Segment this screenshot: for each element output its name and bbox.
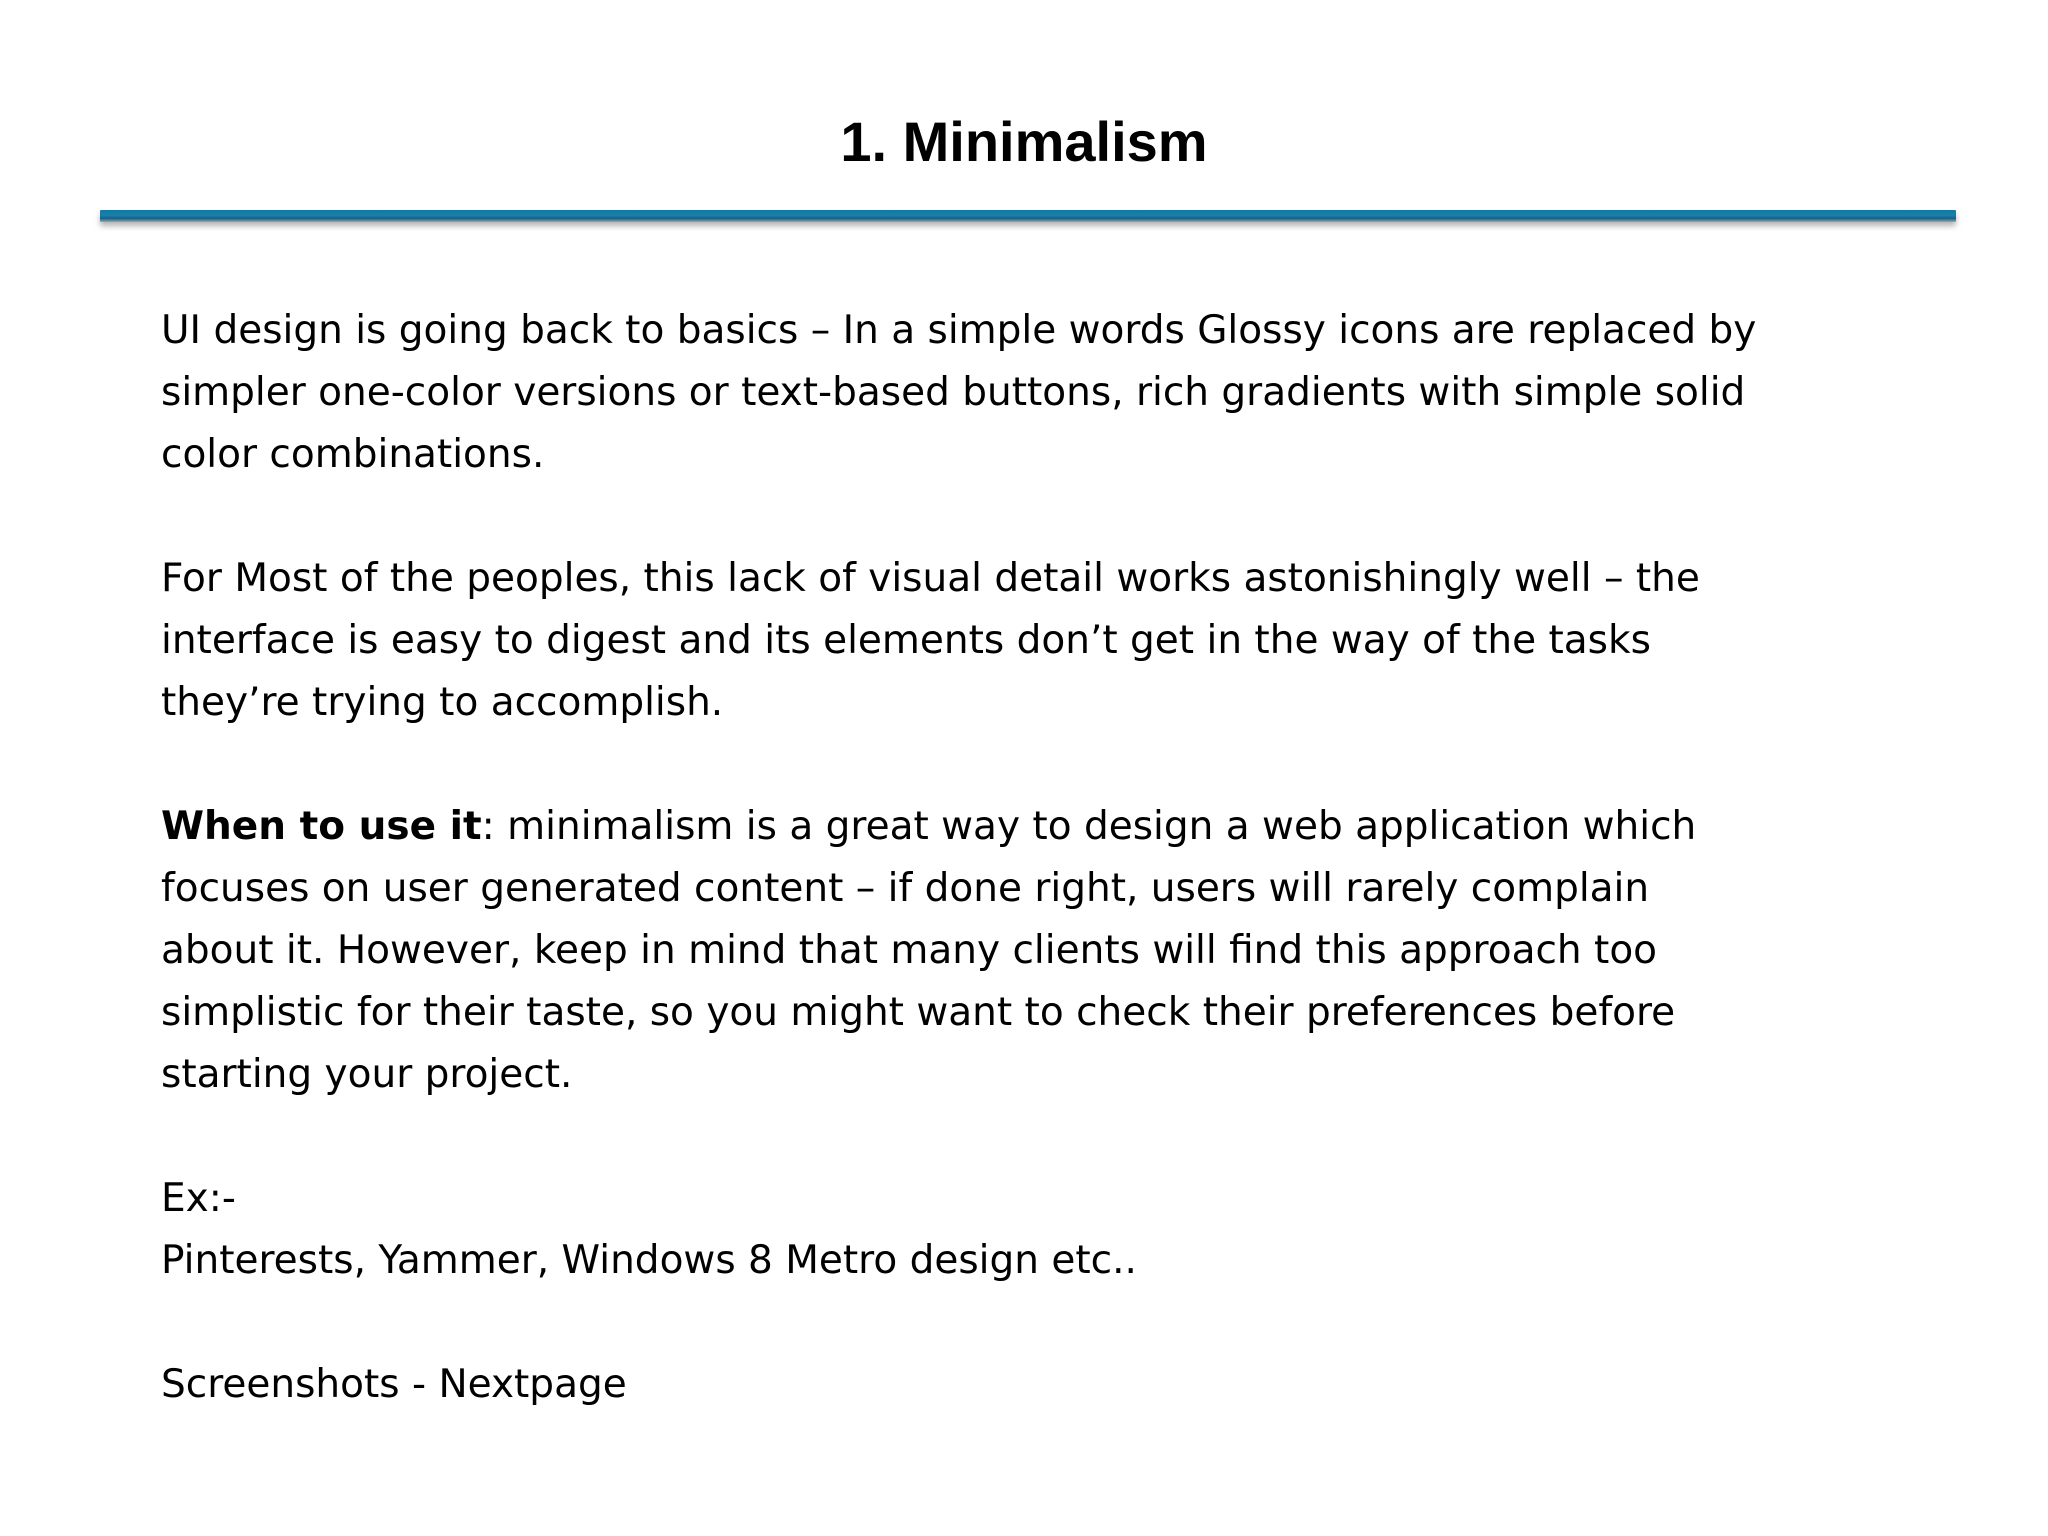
when-to-use-text: : minimalism is a great way to design a web application which	[481, 804, 1697, 849]
paragraph-line: UI design is going back to basics – In a simple words Glossy icons are replaced by	[161, 308, 1757, 353]
paragraph-lead-line	[161, 796, 1921, 858]
paragraph-line: they’re trying to accomplish.	[161, 680, 724, 725]
examples-label: Ex:-	[161, 1176, 236, 1221]
paragraph-line: For Most of the peoples, this lack of visual detail works astonishingly well – the	[161, 556, 1700, 601]
paragraph-detail	[161, 548, 1921, 734]
footer-note: Screenshots - Nextpage	[161, 1362, 627, 1407]
paragraph-intro	[161, 300, 1921, 486]
paragraph-line: simpler one-color versions or text-based buttons, rich gradients with simple solid	[161, 370, 1746, 415]
paragraph-line: focuses on user generated content – if done right, users will rarely complain	[161, 866, 1650, 911]
title-divider	[100, 210, 1956, 222]
paragraph-line: color combinations.	[161, 432, 545, 477]
when-to-use-label: When to use it	[161, 804, 482, 849]
paragraph-when-to-use	[161, 796, 1921, 1106]
paragraph-line: simplistic for their taste, so you might want to check their preferences before	[161, 990, 1676, 1035]
paragraph-line: about it. However, keep in mind that many clients will find this approach too	[161, 928, 1658, 973]
examples-block	[161, 1168, 1921, 1292]
paragraph-line: starting your project.	[161, 1052, 573, 1097]
footer-note-block	[161, 1354, 1921, 1416]
examples-list: Pinterests, Yammer, Windows 8 Metro design etc..	[161, 1238, 1137, 1283]
slide-title: 1. Minimalism	[840, 110, 1208, 173]
slide-body	[161, 300, 1921, 1478]
paragraph-line: interface is easy to digest and its elements don’t get in the way of the tasks	[161, 618, 1651, 663]
